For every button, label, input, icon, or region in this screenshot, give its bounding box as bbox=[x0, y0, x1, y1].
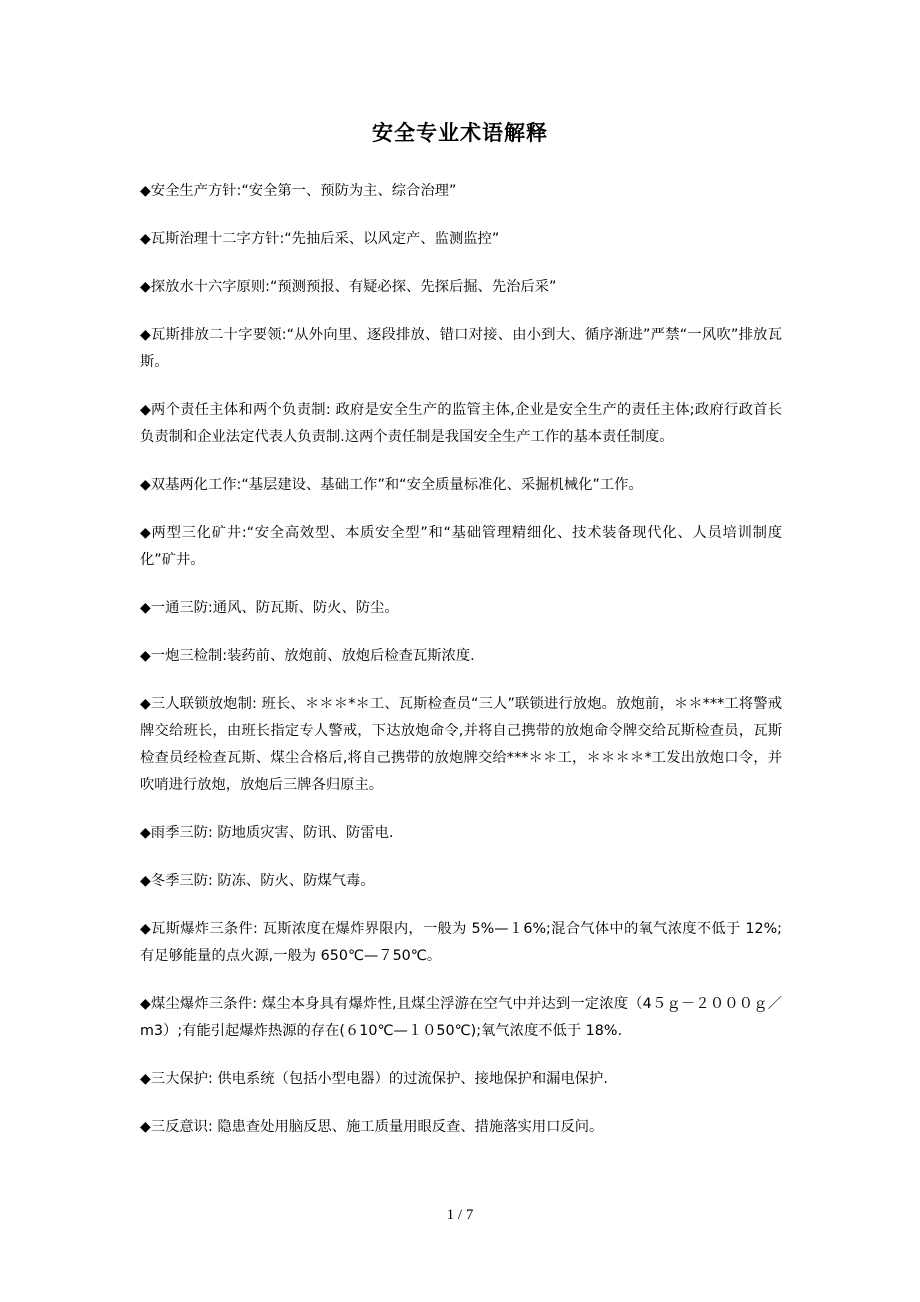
diamond-bullet-icon: ◆ bbox=[140, 600, 151, 616]
list-item bbox=[140, 820, 782, 847]
diamond-bullet-icon: ◆ bbox=[140, 825, 151, 841]
term-list bbox=[140, 178, 782, 1162]
list-item-text: 安全生产方针:“安全第一、预防为主、综合治理” bbox=[150, 183, 457, 199]
page-title: 安全专业术语解释 bbox=[372, 121, 548, 145]
list-item-text: 探放水十六字原则:“预测预报、有疑必探、先探后掘、先治后采” bbox=[150, 279, 557, 295]
list-item bbox=[140, 1114, 782, 1141]
diamond-bullet-icon: ◆ bbox=[140, 996, 151, 1012]
list-item bbox=[140, 691, 782, 799]
diamond-bullet-icon: ◆ bbox=[140, 873, 151, 889]
diamond-bullet-icon: ◆ bbox=[140, 525, 152, 541]
diamond-bullet-icon: ◆ bbox=[140, 1119, 151, 1135]
list-item bbox=[140, 397, 782, 451]
list-item bbox=[140, 472, 782, 499]
list-item-text: 一炮三检制:装药前、放炮前、放炮后检查瓦斯浓度. bbox=[150, 648, 475, 664]
diamond-bullet-icon: ◆ bbox=[140, 402, 152, 418]
list-item-text: 两型三化矿井:“安全高效型、本质安全型”和“基础管理精细化、技术装备现代化、人员培训制度化”矿井。 bbox=[140, 525, 782, 568]
list-item bbox=[140, 991, 782, 1045]
list-item-text: 三人联锁放炮制: 班长、＊＊＊*＊工、瓦斯检查员“三人”联锁进行放炮。放炮前，＊＊***工将警戒牌交给班长，由班长指定专人警戒，下达放炮命令,并将自己携带的放炮命令牌交给瓦斯检查员，瓦斯检查员经检查瓦斯、煤尘合格后,将自己携带的放炮牌交给***＊＊工，＊＊＊＊*工发出放炮口令，并吹哨进行放炮，放炮后三牌各归原主。 bbox=[140, 696, 782, 793]
list-item-text: 一通三防:通风、防瓦斯、防火、防尘。 bbox=[150, 600, 399, 616]
list-item bbox=[140, 1066, 782, 1093]
list-item-text: 双基两化工作:“基层建设、基础工作”和“安全质量标准化、采掘机械化”工作。 bbox=[150, 477, 643, 493]
diamond-bullet-icon: ◆ bbox=[140, 696, 151, 712]
diamond-bullet-icon: ◆ bbox=[140, 231, 151, 247]
list-item-text: 三大保护: 供电系统（包括小型电器）的过流保护、接地保护和漏电保护. bbox=[150, 1071, 608, 1087]
list-item bbox=[140, 868, 782, 895]
list-item bbox=[140, 595, 782, 622]
list-item-text: 煤尘爆炸三条件: 煤尘本身具有爆炸性,且煤尘浮游在空气中并达到一定浓度（4５ｇ－２０００ｇ／m3）;有能引起爆炸热源的存在(６10℃—１０50℃);氧气浓度不低于 18%. bbox=[140, 996, 782, 1039]
list-item bbox=[140, 178, 782, 205]
diamond-bullet-icon: ◆ bbox=[140, 279, 151, 295]
diamond-bullet-icon: ◆ bbox=[140, 648, 151, 664]
list-item bbox=[140, 520, 782, 574]
list-item-text: 雨季三防: 防地质灾害、防讯、防雷电. bbox=[150, 825, 394, 841]
list-item bbox=[140, 226, 782, 253]
list-item-text: 瓦斯爆炸三条件: 瓦斯浓度在爆炸界限内，一般为 5%—１6%;混合气体中的氧气浓度不低于 12%;有足够能量的点火源,一般为 650℃—７50℃。 bbox=[140, 921, 782, 964]
page-number: 1 / 7 bbox=[446, 1207, 474, 1223]
diamond-bullet-icon: ◆ bbox=[140, 921, 152, 937]
list-item-text: 两个责任主体和两个负责制: 政府是安全生产的监管主体,企业是安全生产的责任主体;政府行政首长负责制和企业法定代表人负责制.这两个责任制是我国安全生产工作的基本责任制度。 bbox=[140, 402, 782, 445]
list-item-text: 三反意识: 隐患查处用脑反思、施工质量用眼反查、措施落实用口反问。 bbox=[150, 1119, 604, 1135]
list-item bbox=[140, 274, 782, 301]
list-item bbox=[140, 322, 782, 376]
diamond-bullet-icon: ◆ bbox=[140, 1071, 151, 1087]
list-item-text: 瓦斯治理十二字方针:“先抽后采、以风定产、监测监控” bbox=[150, 231, 500, 247]
list-item-text: 冬季三防: 防冻、防火、防煤气毒。 bbox=[150, 873, 375, 889]
list-item-text: 瓦斯排放二十字要领:“从外向里、逐段排放、错口对接、由小到大、循序渐进”严禁“一风吹”排放瓦斯。 bbox=[140, 327, 782, 370]
list-item bbox=[140, 643, 782, 670]
list-item bbox=[140, 916, 782, 970]
diamond-bullet-icon: ◆ bbox=[140, 183, 151, 199]
diamond-bullet-icon: ◆ bbox=[140, 477, 151, 493]
diamond-bullet-icon: ◆ bbox=[140, 327, 152, 343]
